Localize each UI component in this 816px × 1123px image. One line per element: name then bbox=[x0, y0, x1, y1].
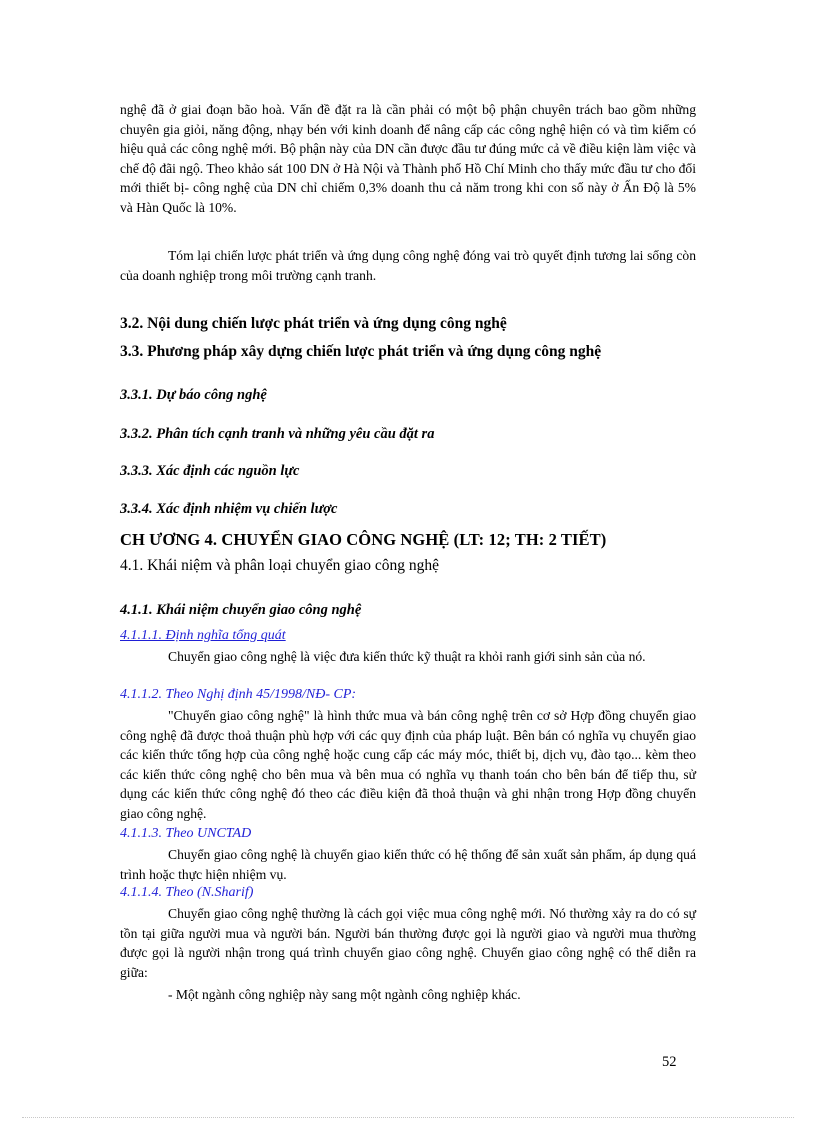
subheading-4-1-1-3: 4.1.1.3. Theo UNCTAD bbox=[120, 826, 252, 841]
text-4-1-1-1: Chuyển giao công nghệ là việc đưa kiến thức kỹ thuật ra khỏi ranh giới sinh sản của nó. bbox=[168, 649, 646, 664]
subsection-heading-3-3-1: 3.3.1. Dự báo công nghệ bbox=[120, 387, 267, 403]
page-bottom-divider bbox=[22, 1117, 794, 1118]
subsection-heading-3-3-4: 3.3.4. Xác định nhiệm vụ chiến lược bbox=[120, 501, 338, 517]
section-heading-3-2: 3.2. Nội dung chiến lược phát triển và ứng dụng công nghệ bbox=[120, 315, 507, 332]
text-4-1-1-2: "Chuyển giao công nghệ" là hình thức mua và bán công nghệ trên cơ sở Hợp đồng chuyển giao công nghệ đã được thoả thuận phù hợp với các quy định của pháp luật. Bên bán có nghĩa vụ chuyển giao các kiến thức tổng hợp của công nghệ hoặc cung cấp các máy móc, thiết bị, dịch vụ, đào tạo... kèm theo các kiến thức công nghệ cho bên mua và bên mua có nghĩa vụ thanh toán cho bên bán để tiếp thu, sử dụng các kiến thức công nghệ đó theo các điều kiện đã thoả thuận và ghi nhận trong Hợp đồng chuyển giao công nghệ. bbox=[120, 708, 696, 821]
text-4-1-1-3: Chuyển giao công nghệ là chuyển giao kiến thức có hệ thống để sản xuất sản phẩm, áp dụng quá trình hoặc thực hiện nhiệm vụ. bbox=[120, 847, 696, 882]
subheading-4-1-1-1: 4.1.1.1. Định nghĩa tổng quát bbox=[120, 628, 286, 643]
page-number: 52 bbox=[662, 1054, 677, 1070]
section-heading-4-1: 4.1. Khái niệm và phân loại chuyển giao công nghệ bbox=[120, 557, 439, 574]
subsection-heading-3-3-3: 3.3.3. Xác định các nguồn lực bbox=[120, 463, 300, 479]
chapter-title: CH ƯƠNG 4. CHUYỂN GIAO CÔNG NGHỆ (LT: 12; TH: 2 TIẾT) bbox=[120, 530, 607, 549]
summary-paragraph: Tóm lại chiến lược phát triển và ứng dụng công nghệ đóng vai trò quyết định tương lai sống còn của doanh nghiệp trong môi trường cạnh tranh. bbox=[120, 248, 696, 283]
section-heading-3-3: 3.3. Phương pháp xây dựng chiến lược phát triển và ứng dụng công nghệ bbox=[120, 343, 602, 360]
top-paragraph: nghệ đã ở giai đoạn bão hoà. Vấn đề đặt ra là cần phải có một bộ phận chuyên trách bao gồm những chuyên gia giỏi, năng động, nhạy bén với kinh doanh để nâng cấp các công nghệ hiện có và tìm kiếm có hiệu quả các công nghệ mới. Bộ phận này của DN cần được đầu tư đúng mức cả về điều kiện làm việc và chế độ đãi ngộ. Theo khảo sát 100 DN ở Hà Nội và Thành phố Hồ Chí Minh cho thấy mức đầu tư cho đổi mới thiết bị- công nghệ của DN chỉ chiếm 0,3% doanh thu cả năm trong khi con số này ở Ấn Độ là 5% và Hàn Quốc là 10%. bbox=[120, 102, 696, 215]
list-item-industry: - Một ngành công nghiệp này sang một ngành công nghiệp khác. bbox=[168, 987, 521, 1002]
subsection-heading-4-1-1: 4.1.1. Khái niệm chuyển giao công nghệ bbox=[120, 602, 362, 618]
subsection-heading-3-3-2: 3.3.2. Phân tích cạnh tranh và những yêu cầu đặt ra bbox=[120, 426, 435, 442]
subheading-4-1-1-2: 4.1.1.2. Theo Nghị định 45/1998/NĐ- CP: bbox=[120, 687, 357, 702]
text-4-1-1-4: Chuyển giao công nghệ thường là cách gọi việc mua công nghệ mới. Nó thường xảy ra do có sự tồn tại giữa người mua và người bán. Người bán thường được gọi là người giao và người mua thường được gọi là người nhận trong quá trình chuyển giao công nghệ. Chuyển giao công nghệ có thể diễn ra giữa: bbox=[120, 906, 696, 980]
subheading-4-1-1-4: 4.1.1.4. Theo (N.Sharif) bbox=[120, 885, 254, 900]
